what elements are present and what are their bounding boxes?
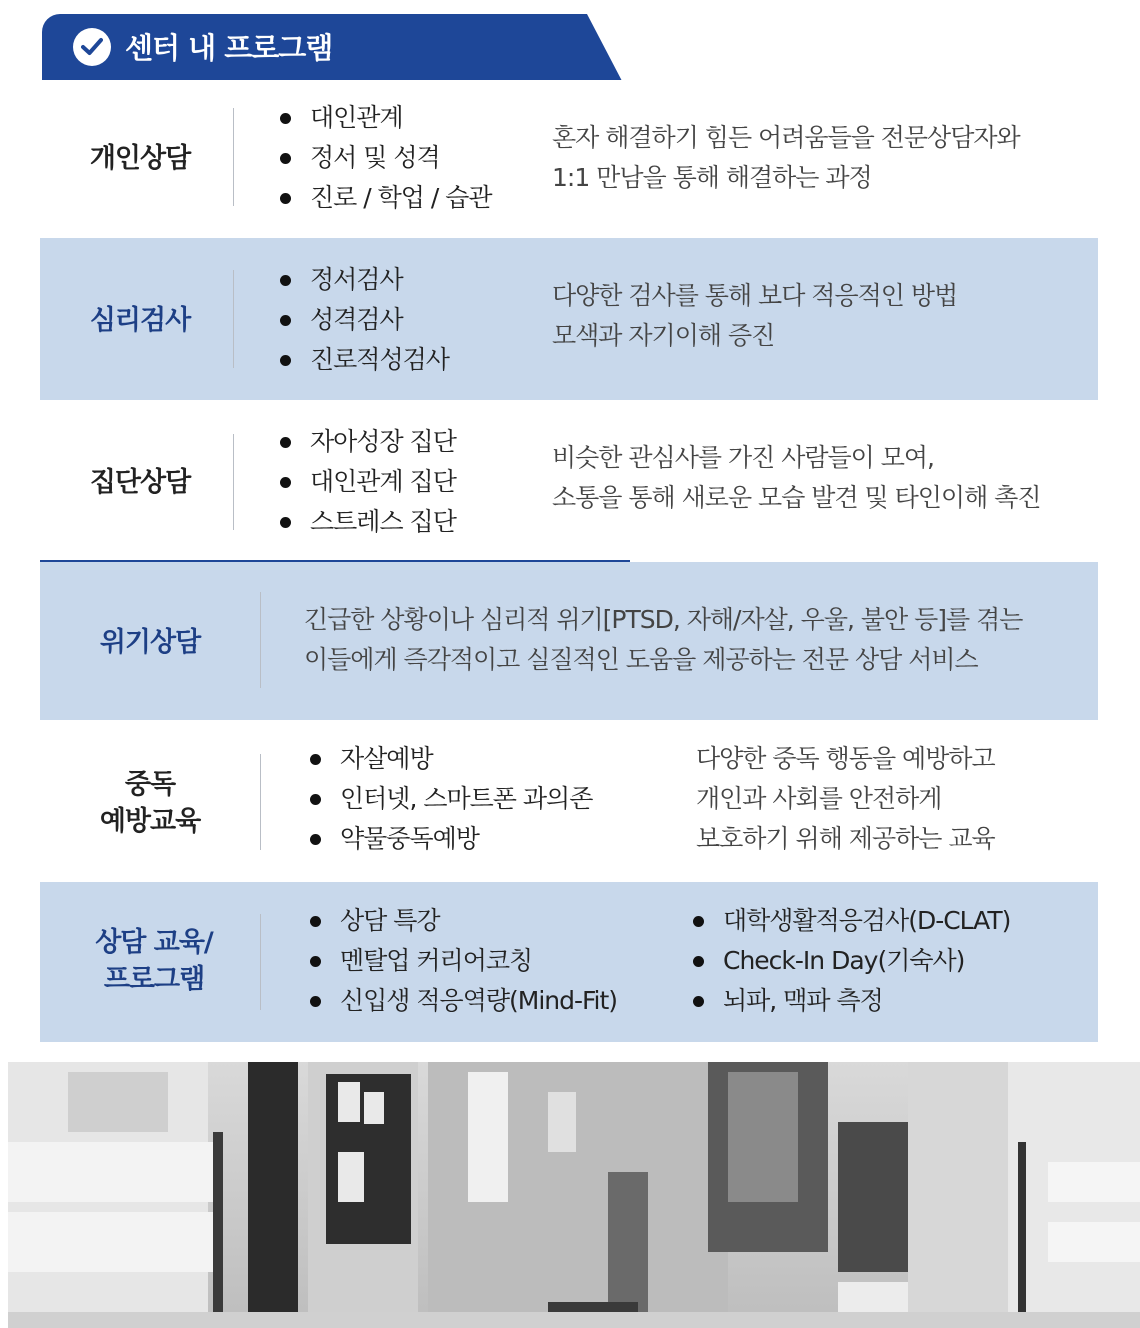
list-item: 자살예방	[310, 739, 592, 779]
list-item: 멘탈업 커리어코칭	[310, 941, 617, 981]
bullet-list	[310, 739, 592, 859]
bullet-list	[280, 98, 492, 218]
list-item: 대학생활적응검사(D-CLAT)	[693, 901, 1010, 941]
row-description: 다양한 중독 행동을 예방하고 개인과 사회를 안전하게 보호하기 위해 제공하는 교육	[696, 744, 995, 853]
divider	[260, 914, 261, 1010]
list-item: 약물중독예방	[310, 819, 592, 859]
list-item: 성격검사	[280, 300, 449, 340]
list-item: 자아성장 집단	[280, 422, 456, 462]
bullet-list	[280, 422, 456, 542]
list-item: 뇌파, 맥파 측정	[693, 981, 1010, 1021]
divider	[233, 434, 234, 530]
program-row-addiction	[40, 720, 1098, 882]
bullet-list	[280, 260, 449, 380]
program-row-individual	[40, 80, 1098, 238]
divider	[233, 108, 234, 206]
list-item: 정서 및 성격	[280, 138, 492, 178]
row-description: 다양한 검사를 통해 보다 적응적인 방법 모색과 자기이해 증진	[552, 281, 958, 350]
section-title: 센터 내 프로그램	[125, 31, 333, 65]
divider	[233, 270, 234, 368]
center-corridor-photo	[8, 1062, 1140, 1328]
row-description: 혼자 해결하기 힘든 어려움들을 전문상담자와 1:1 만남을 통해 해결하는 과정	[552, 123, 1020, 192]
list-item: 인터넷, 스마트폰 과의존	[310, 779, 592, 819]
divider	[260, 592, 261, 688]
list-item: 대인관계	[280, 98, 492, 138]
list-item: 정서검사	[280, 260, 449, 300]
row-description: 비슷한 관심사를 가진 사람들이 모여, 소통을 통해 새로운 모습 발견 및 타인이해 촉진	[552, 443, 1041, 512]
list-item: 스트레스 집단	[280, 502, 456, 542]
list-item: Check-In Day(기숙사)	[693, 941, 1010, 981]
row-description: 긴급한 상황이나 심리적 위기[PTSD, 자해/자살, 우울, 불안 등]를 겪는 이들에게 즉각적이고 실질적인 도움을 제공하는 전문 상담 서비스	[304, 605, 1023, 674]
program-row-crisis	[40, 562, 1098, 720]
bullet-list-secondary	[693, 901, 1010, 1021]
row-label: 집단상담	[89, 467, 191, 498]
program-row-psych-test	[40, 238, 1098, 400]
list-item: 진로 / 학업 / 습관	[280, 178, 492, 218]
bullet-list	[310, 901, 617, 1021]
row-label: 개인상담	[89, 143, 191, 174]
program-row-education	[40, 882, 1098, 1042]
program-row-group	[40, 400, 1098, 560]
row-label: 중독 예방교육	[99, 769, 201, 837]
check-circle-icon	[73, 28, 111, 66]
list-item: 대인관계 집단	[280, 462, 456, 502]
list-item: 신입생 적응역량(Mind-Fit)	[310, 981, 617, 1021]
row-label: 심리검사	[89, 305, 191, 336]
divider	[260, 754, 261, 850]
row-label: 상담 교육/ 프로그램	[95, 927, 213, 995]
list-item: 진로적성검사	[280, 340, 449, 380]
row-label: 위기상담	[99, 627, 201, 658]
list-item: 상담 특강	[310, 901, 617, 941]
